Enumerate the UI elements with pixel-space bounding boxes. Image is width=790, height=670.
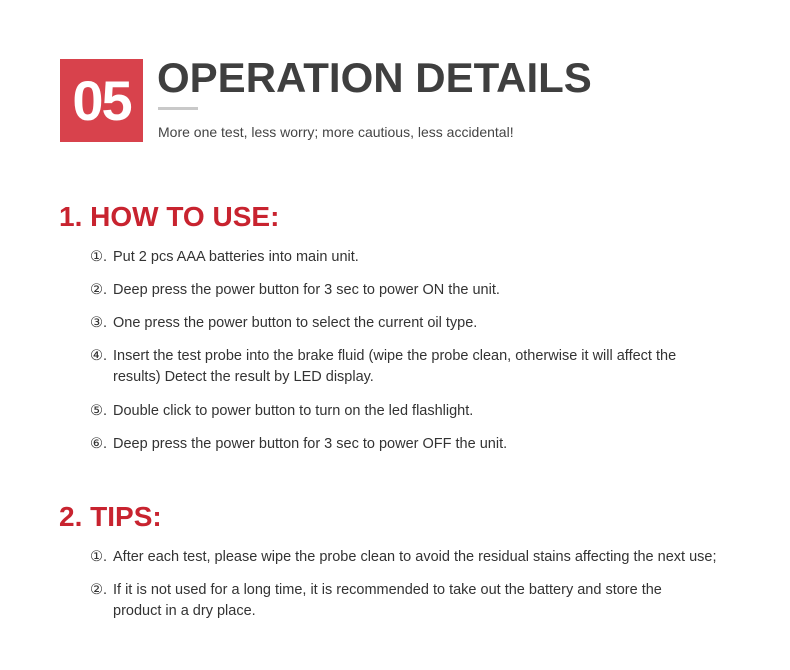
list-item bbox=[90, 547, 760, 568]
list-item-number: ④. bbox=[90, 348, 108, 364]
list-item-number: ①. bbox=[90, 549, 108, 565]
list-item-text: Insert the test probe into the brake fluid (wipe the probe clean, otherwise it will affect the results) Detect the result by LED display. bbox=[113, 348, 677, 385]
list-item-number: ⑤. bbox=[90, 403, 108, 419]
page-subtitle: More one test, less worry; more cautious, less accidental! bbox=[158, 124, 514, 140]
list-item bbox=[90, 247, 750, 268]
list-item bbox=[90, 280, 750, 301]
list-item-number: ②. bbox=[90, 582, 108, 598]
page-title: OPERATION DETAILS bbox=[157, 54, 592, 101]
list-item bbox=[90, 580, 700, 622]
list-item-number: ②. bbox=[90, 282, 108, 298]
list-item-number: ⑥. bbox=[90, 436, 108, 452]
how-to-use-heading: 1. HOW TO USE: bbox=[59, 201, 280, 232]
title-divider bbox=[158, 107, 198, 110]
tips-heading: 2. TIPS: bbox=[59, 501, 162, 532]
section-number-badge: 05 bbox=[60, 59, 143, 142]
list-item bbox=[90, 346, 690, 388]
list-item-text: After each test, please wipe the probe clean to avoid the residual stains affecting the next use; bbox=[113, 549, 717, 565]
list-item-number: ①. bbox=[90, 249, 108, 265]
list-item-text: One press the power button to select the current oil type. bbox=[113, 315, 478, 331]
list-item bbox=[90, 313, 750, 334]
list-item-text: If it is not used for a long time, it is recommended to take out the battery and store the product in a dry place. bbox=[113, 582, 662, 619]
list-item-text: Put 2 pcs AAA batteries into main unit. bbox=[113, 249, 359, 265]
list-item-text: Deep press the power button for 3 sec to power OFF the unit. bbox=[113, 436, 508, 452]
list-item-number: ③. bbox=[90, 315, 108, 331]
list-item bbox=[90, 434, 750, 455]
list-item bbox=[90, 401, 750, 422]
list-item-text: Double click to power button to turn on the led flashlight. bbox=[113, 403, 474, 419]
list-item-text: Deep press the power button for 3 sec to power ON the unit. bbox=[113, 282, 500, 298]
